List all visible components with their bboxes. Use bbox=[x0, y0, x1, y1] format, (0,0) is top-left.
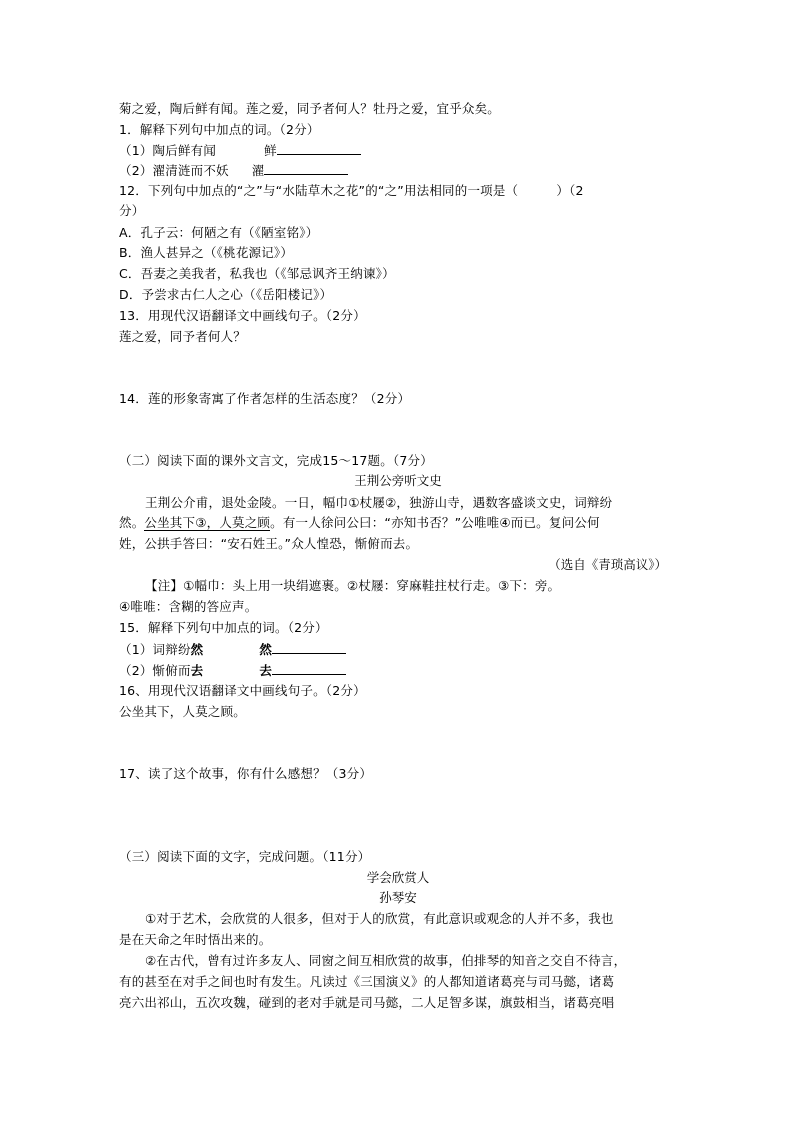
q14-title: 14．莲的形象寄寓了作者怎样的生活态度？（2分） bbox=[119, 391, 411, 406]
q15-item1 bbox=[119, 640, 346, 658]
section2-note-line1 bbox=[119, 577, 560, 594]
q12-title-line1: 12．下列句中加点的“之”与“水陆草木之花”的“之”用法相同的一项是（ ）（2 bbox=[119, 183, 584, 198]
section3-p1-line1 bbox=[119, 910, 614, 927]
q12-option-a: A．孔子云：何陋之有（《陋室铭》） bbox=[119, 225, 319, 240]
section3-article-title: 学会欣赏人 bbox=[366, 870, 430, 885]
section3-para-text: ②在古代，曾有过许多友人、同窗之间互相欣赏的故事，伯排琴的知音之交自不待言， bbox=[145, 953, 627, 968]
section3-author: 孙琴安 bbox=[379, 890, 417, 905]
section2-para-line1 bbox=[119, 494, 612, 511]
q16-title: 16、用现代汉语翻译文中画线句子。（2分） bbox=[119, 683, 366, 698]
q11-item1-text: （1）陶后鲜有闻 bbox=[119, 143, 217, 158]
q13-sentence: 莲之爱，同予者何人？ bbox=[119, 329, 247, 344]
section3-p2-line3: 亮六出祁山，五次攻魏，碰到的老对手就是司马懿，二人足智多谋，旗鼓相当，诸葛亮唱 bbox=[119, 995, 615, 1010]
section2-article-title: 王荆公旁听文史 bbox=[354, 473, 442, 488]
q11-item2-text: （2）濯清涟而不妖 bbox=[119, 163, 229, 178]
q15-item2-text: （2）惭俯而 bbox=[119, 663, 191, 678]
section2-note-text: 【注】①幅巾：头上用一块绢遮裹。②杖屦：穿麻鞋拄杖行走。③下：旁。 bbox=[145, 578, 561, 593]
section2-para-text: 王荆公介甫，退处金陵。一日，幅巾①杖屦②，独游山寺，遇数客盛谈文史，词辩纷 bbox=[145, 495, 613, 510]
q12-option-b: B．渔人甚异之（《桃花源记》） bbox=[119, 245, 294, 260]
section3-p1-line2: 是在天命之年时悟出来的。 bbox=[119, 932, 272, 947]
section2-para-text: 然。 bbox=[119, 515, 145, 530]
answer-blank[interactable] bbox=[277, 141, 361, 155]
q11-item2-word: 濯 bbox=[251, 163, 265, 178]
answer-blank[interactable] bbox=[272, 661, 346, 675]
q15-item2-word: 去 bbox=[259, 663, 273, 678]
q15-item1-word: 然 bbox=[259, 642, 273, 657]
section2-para-text: 。有一人徐问公曰：“亦知书否？”公唯唯④而已。复问公何 bbox=[270, 515, 600, 530]
answer-blank[interactable] bbox=[272, 640, 346, 654]
underlined-sentence: 公坐其下③，人莫之顾 bbox=[144, 515, 271, 530]
q11-item1-word: 鲜 bbox=[264, 143, 277, 158]
q11-item2 bbox=[119, 161, 348, 179]
q11-title: 1．解释下列句中加点的词。（2分） bbox=[119, 122, 320, 137]
section3-para-text: ①对于艺术，会欣赏的人很多，但对于人的欣赏，有此意识或观念的人并不多，我也 bbox=[145, 911, 614, 926]
q12-option-d: D．予尝求古仁人之心（《岳阳楼记》） bbox=[119, 287, 333, 302]
q11-item1 bbox=[119, 141, 361, 159]
q12-title-line2: 分） bbox=[119, 203, 145, 218]
q13-title: 13．用现代汉语翻译文中画线句子。（2分） bbox=[119, 308, 366, 323]
q15-item2 bbox=[119, 661, 346, 679]
section3-heading: （三）阅读下面的文字，完成问题。（11分） bbox=[119, 849, 371, 864]
q11-context-text: 菊之爱，陶后鲜有闻。莲之爱，同予者何人？牡丹之爱，宜乎众矣。 bbox=[119, 101, 501, 116]
q15-item1-text: （1）词辩纷 bbox=[119, 642, 191, 657]
q15-title: 15．解释下列句中加点的词。（2分） bbox=[119, 620, 328, 635]
dotted-word: 去 bbox=[190, 663, 204, 678]
section3-p2-line1 bbox=[119, 952, 626, 969]
section2-para-line3: 姓，公拱手答曰：“安石姓王。”众人惶恐，惭俯而去。 bbox=[119, 536, 419, 551]
section2-note-line2: ④唯唯：含糊的答应声。 bbox=[119, 599, 258, 614]
q12-option-c: C．吾妻之美我者，私我也（《邹忌讽齐王纳谏》） bbox=[119, 266, 395, 281]
section2-heading: （二）阅读下面的课外文言文，完成15～17题。（7分） bbox=[119, 453, 433, 468]
section2-para-line2 bbox=[119, 514, 600, 531]
section2-source: （选自《青琐高议》） bbox=[548, 557, 667, 572]
answer-blank[interactable] bbox=[264, 161, 348, 175]
section3-p2-line2: 有的甚至在对手之间也时有发生。凡读过《三国演义》的人都知道诸葛亮与司马懿，诸葛 bbox=[119, 974, 615, 989]
dotted-word: 然 bbox=[190, 642, 204, 657]
q16-sentence: 公坐其下，人莫之顾。 bbox=[119, 704, 247, 719]
q17-title: 17、读了这个故事，你有什么感想？（3分） bbox=[119, 766, 373, 781]
